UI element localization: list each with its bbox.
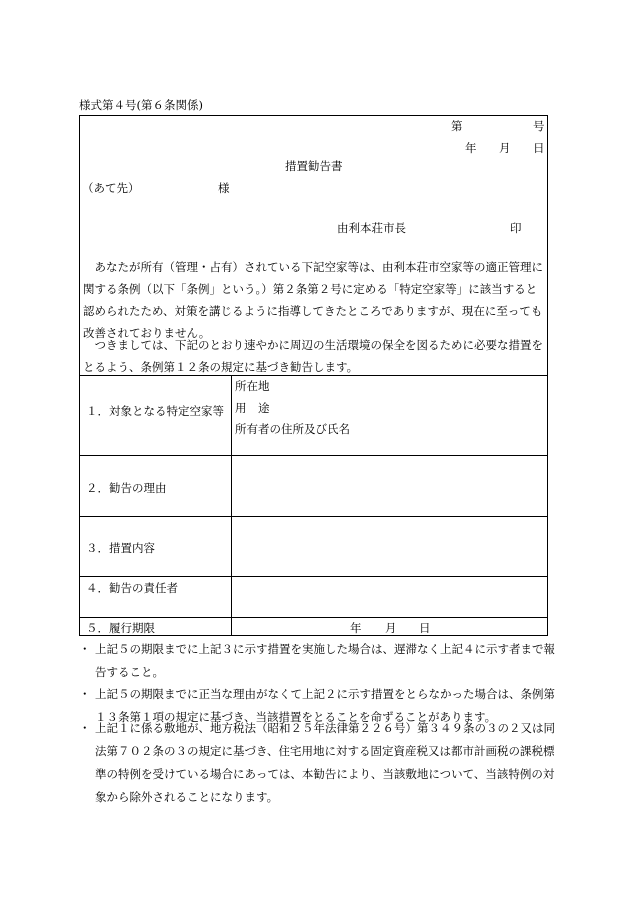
deadline-year: 年	[350, 621, 362, 635]
date-year: 年	[465, 141, 477, 155]
note-text: 上記１に係る敷地が、地方税法（昭和２５年法律第２２６号）第３４９条の３の２又は同法第７０２条の３の規定に基づき、住宅用地に対する固定資産税又は都市計画税の課税標準の特例を受けている場合にあっては、本勧告により、当該敷地について、当該特例の対象から除外されることになります。	[95, 721, 555, 804]
date-month: 月	[499, 141, 511, 155]
row-target-location: 所在地	[235, 379, 270, 393]
note-text: 上記５の期限までに正当な理由がなくて上記２に示す措置をとらなかった場合は、条例第１３条第１項の規定に基づき、当該措置をとることを命ずることがあります。	[95, 687, 555, 724]
row-target-label: １．対象となる特定空家等	[86, 404, 224, 418]
form-number-label: 様式第４号(第６条関係)	[79, 98, 203, 112]
row-reason-label: ２．勧告の理由	[86, 481, 167, 495]
date-day: 日	[533, 141, 545, 155]
table-row-divider	[79, 617, 548, 618]
bullet-mark: ・	[79, 721, 91, 735]
row-target-use: 用 途	[235, 401, 270, 415]
table-row-divider	[79, 455, 548, 456]
document-number-suffix: 号	[533, 119, 545, 133]
bullet-mark: ・	[79, 642, 91, 656]
note-text: 上記５の期限までに上記３に示す措置を実施した場合は、遅滞なく上記４に示す者まで報告すること。	[95, 642, 555, 679]
bullet-mark: ・	[79, 687, 91, 701]
row-deadline-label: ５．履行期限	[86, 621, 155, 635]
row-measures-label: ３．措置内容	[86, 541, 155, 555]
note-item	[79, 717, 555, 809]
document-title: 措置勧告書	[285, 159, 343, 173]
notice-paragraph-1: あなたが所有（管理・占有）されている下記空家等は、由利本荘市空家等の適正管理に関する条例（以下「条例」という。）第２条第２号に定める「特定空家等」に該当すると認められたため、対策を講じるように指導してきたところでありますが、現在に至っても改善されておりません。	[83, 260, 543, 340]
deadline-month: 月	[385, 621, 397, 635]
table-top-border	[79, 375, 548, 376]
seal-mark: 印	[510, 221, 522, 235]
table-row-divider	[79, 576, 548, 577]
addressee-honorific: 様	[218, 181, 230, 195]
table-row-divider	[79, 516, 548, 517]
deadline-day: 日	[419, 621, 431, 635]
table-column-divider	[231, 375, 232, 635]
notice-paragraph-2: つきましては、下記のとおり速やかに周辺の生活環境の保全を図るために必要な措置をとるよう、条例第１２条の規定に基づき勧告します。	[83, 338, 543, 374]
note-item	[79, 638, 555, 684]
row-target-owner: 所有者の住所及び氏名	[235, 422, 350, 436]
issuer-name: 由利本荘市長	[337, 221, 406, 235]
row-responsible-label: ４．勧告の責任者	[86, 581, 178, 595]
document-number-prefix: 第	[451, 119, 463, 133]
addressee-label: （あて先）	[82, 181, 140, 195]
